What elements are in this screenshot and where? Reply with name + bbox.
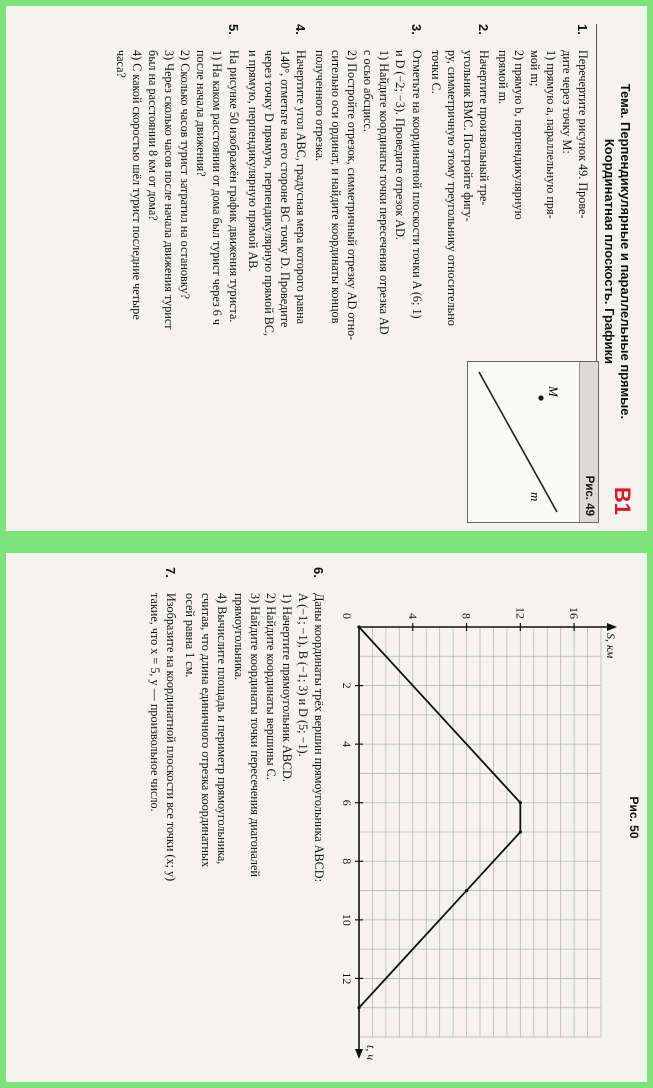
point-m-label: M xyxy=(546,386,561,397)
task-number: 6. xyxy=(311,567,326,578)
figure-50-caption: Рис. 50 xyxy=(627,796,641,839)
figure-49-caption: Рис. 49 xyxy=(579,362,598,522)
task-line: A (−1; −1), B (−1; 3) и D (5; −1). xyxy=(295,593,310,757)
topic-line-2: Координатная плоскость. Графики xyxy=(601,138,617,365)
task-line: 140°, отметьте на его стороне BC точку D. Проведите xyxy=(277,50,292,328)
task-line: 1) Начертите прямоугольник ABCD. xyxy=(279,593,294,782)
task-6 xyxy=(182,567,327,1068)
task-line: 4) С какой скоростью шёл турист последние четыре xyxy=(129,50,144,320)
task-line: мой m; xyxy=(528,50,543,87)
task-line: 3) Найдите координаты точки пересечения диагоналей xyxy=(247,593,262,877)
task-1 xyxy=(495,24,592,380)
task-line: через точку D прямую, перпендикулярную прямой BC, xyxy=(261,50,276,337)
task-line: Отметьте на координатной плоскости точки A (6; 1) xyxy=(409,50,424,319)
x-tick-label: 6 xyxy=(340,799,354,806)
figure-50-chart xyxy=(331,567,621,1067)
task-line: полученного отрезка. xyxy=(313,50,327,162)
task-5 xyxy=(113,24,242,515)
y-tick-label: 16 xyxy=(567,607,582,619)
x-tick-label: 4 xyxy=(340,741,354,748)
task-line: ру, симметричную этому треугольнику относительно xyxy=(444,50,459,326)
series-point xyxy=(519,801,522,804)
x-tick-label: 2 xyxy=(340,682,354,689)
x-tick-label: 12 xyxy=(340,972,354,985)
task-line: 1) Найдите координаты точки пересечения отрезка AD xyxy=(377,50,392,335)
topic-line-1: Тема. Перпендикулярные и параллельные прямые. xyxy=(618,83,633,420)
y-axis-arrow xyxy=(607,623,617,631)
task-line: 2) Сколько часов турист затратил на остановку? xyxy=(178,50,193,299)
task-7 xyxy=(147,567,179,1068)
task-line: угольник BMC. Постройте фигу- xyxy=(460,50,475,222)
task-line: такие, что x = 5, y — произвольное число. xyxy=(148,593,163,812)
task-line: был на расстоянии 8 км от дома? xyxy=(146,50,161,221)
topic-title xyxy=(601,24,634,479)
variant-badge: B1 xyxy=(610,486,635,515)
origin-label: 0 xyxy=(340,613,354,619)
y-tick-label: 4 xyxy=(405,613,420,619)
task-line: 2) прямую b, перпендикулярную xyxy=(512,50,527,220)
task-line: сительно оси ординат, и найдите координаты концов xyxy=(329,50,344,324)
task-line: и D (−2; −3). Проведите отрезок AD. xyxy=(393,50,408,240)
task-line: Перечертите рисунок 49. Прове- xyxy=(576,50,591,219)
task-line: Изобразите на координатной плоскости все точки (x; y) xyxy=(164,593,179,882)
x-axis-label: t, ч xyxy=(364,1045,378,1061)
task-line: 3) Через сколько часов после начала движения турист xyxy=(162,50,177,330)
y-tick-label: 8 xyxy=(459,613,474,619)
series-point xyxy=(519,830,522,833)
task-line: 1) На каком расстоянии от дома был турист через 6 ч xyxy=(210,50,225,326)
task-number: 7. xyxy=(163,567,179,578)
task-line: осей равна 1 см. xyxy=(183,593,198,678)
task-line: Даны координаты трёх вершин прямоугольника ABCD: xyxy=(312,593,326,882)
task-3 xyxy=(312,24,425,515)
task-number: 3. xyxy=(408,24,424,35)
y-axis-label: S, км xyxy=(604,633,618,659)
task-line: после начала движения? xyxy=(194,50,209,177)
series-point xyxy=(357,1006,360,1009)
worksheet-page-upper xyxy=(6,6,647,531)
task-line: прямоугольника. xyxy=(231,593,246,681)
task-line: считая, что длина единичного отрезка координатных xyxy=(199,593,214,868)
task-line: Начертите произвольный тре- xyxy=(476,50,491,206)
task-line: с осью абсцисс. xyxy=(361,50,376,132)
task-line: 1) прямую a, параллельную пря- xyxy=(544,50,559,219)
worksheet-page-lower xyxy=(6,553,647,1082)
x-tick-label: 8 xyxy=(340,858,354,865)
point-m xyxy=(538,395,543,400)
task-line: часа? xyxy=(113,50,128,78)
task-2 xyxy=(428,24,492,515)
task-number: 4. xyxy=(292,24,308,35)
task-line: 2) Найдите координаты вершины C. xyxy=(263,593,278,780)
tasks-right xyxy=(144,567,327,1068)
x-tick-label: 10 xyxy=(340,913,354,926)
y-tick-label: 12 xyxy=(513,607,528,619)
task-line: Начертите угол ABC, градусная мера которого равна xyxy=(293,50,308,324)
x-axis-arrow xyxy=(355,1049,363,1059)
task-number: 2. xyxy=(475,24,491,35)
page-header xyxy=(597,24,634,515)
series-point xyxy=(357,625,360,628)
task-line: 4) Вычислите площадь и периметр прямоугольника, xyxy=(215,593,230,865)
task-number: 5. xyxy=(225,24,241,35)
task-line: 2) Постройте отрезок, симметричный отрезку AD отно- xyxy=(345,50,360,341)
task-line: На рисунке 50 изображён график движения туриста. xyxy=(226,50,241,323)
task-4 xyxy=(245,24,309,515)
line-m-label: m xyxy=(528,492,543,502)
task-line: дите через точку M: xyxy=(560,50,575,154)
task-line: и прямую, перпендикулярную прямой AB. xyxy=(245,50,260,272)
series-point xyxy=(465,889,468,892)
task-line: точки C. xyxy=(428,50,443,94)
task-number: 1. xyxy=(575,24,591,35)
task-line: прямой m. xyxy=(496,50,511,105)
